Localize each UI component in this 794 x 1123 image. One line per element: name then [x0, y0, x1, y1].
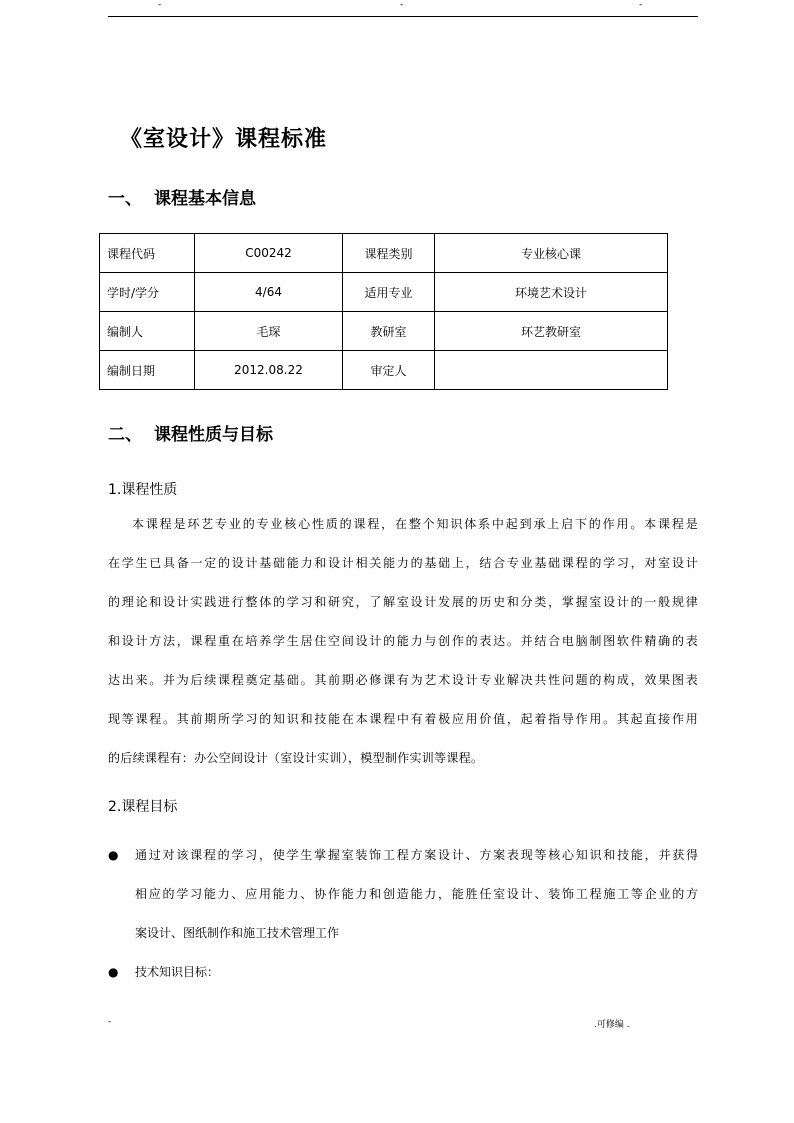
table-cell: 环境艺术设计	[435, 273, 668, 312]
bullet-line: 案设计、图纸制作和施工技术管理工作	[135, 926, 340, 940]
table-cell: 编制人	[100, 312, 195, 351]
paragraph-line: 达出来。并为后续课程奠定基础。其前期必修课有为艺术设计专业解决共性问题的构成，效果图表	[108, 673, 698, 687]
header-mark: -	[639, 0, 643, 10]
document-title: 《室设计》课程标准	[120, 127, 328, 152]
footer-mark: -	[108, 1017, 112, 1027]
section-heading-2	[108, 420, 273, 445]
header-mark: -	[400, 0, 404, 10]
table-cell: 审定人	[343, 351, 435, 390]
table-row	[100, 234, 668, 273]
header-mark: -	[158, 0, 162, 10]
table-cell: 课程代码	[100, 234, 195, 273]
section-number: 一、	[108, 189, 142, 209]
bullet-line: 相应的学习能力、应用能力、协作能力和创造能力，能胜任室设计、装饰工程施工等企业的方	[135, 887, 698, 901]
bullet-icon: ●	[108, 848, 119, 862]
paragraph-line: 在学生已具备一定的设计基础能力和设计相关能力的基础上，结合专业基础课程的学习，对室设计	[108, 556, 698, 570]
table-cell	[435, 351, 668, 390]
table-cell: 专业核心课	[435, 234, 668, 273]
course-info-table	[99, 233, 668, 390]
subheading-course-goals: 2.课程目标	[108, 799, 178, 815]
table-cell: 编制日期	[100, 351, 195, 390]
table-cell: 毛琛	[195, 312, 343, 351]
section-number: 二、	[108, 425, 142, 445]
footer-editable-note: .可修编 .	[594, 1020, 630, 1030]
subheading-course-nature: 1.课程性质	[108, 482, 178, 498]
table-cell: 4/64	[195, 273, 343, 312]
paragraph-line: 的理论和设计实践进行整体的学习和研究，了解室设计发展的历史和分类，掌握室设计的一般规律	[108, 595, 698, 609]
bullet-text	[135, 953, 698, 992]
paragraph-course-nature	[108, 505, 698, 778]
bullet-item	[108, 836, 698, 953]
bullet-line: 技术知识目标：	[135, 965, 220, 979]
table-cell: 教研室	[343, 312, 435, 351]
page-header	[108, 0, 698, 17]
paragraph-line: 的后续课程有：办公空间设计（室设计实训），模型制作实训等课程。	[108, 751, 484, 765]
table-row	[100, 351, 668, 390]
bullet-line: 通过对该课程的学习，使学生掌握室装饰工程方案设计、方案表现等核心知识和技能，并获得	[135, 848, 698, 862]
table-cell: 2012.08.22	[195, 351, 343, 390]
table-cell: C00242	[195, 234, 343, 273]
paragraph-line: 本课程是环艺专业的专业核心性质的课程，在整个知识体系中起到承上启下的作用。本课程是	[132, 517, 698, 531]
table-row	[100, 273, 668, 312]
bullet-icon: ●	[108, 965, 119, 979]
bullet-text	[135, 836, 698, 953]
paragraph-line: 和设计方法，课程重在培养学生居住空间设计的能力与创作的表达。并结合电脑制图软件精确的表	[108, 634, 698, 648]
section-heading-1	[108, 184, 256, 209]
table-cell: 学时/学分	[100, 273, 195, 312]
paragraph-line: 现等课程。其前期所学习的知识和技能在本课程中有着极应用价值，起着指导作用。其起直接作用	[108, 712, 698, 726]
table-cell: 环艺教研室	[435, 312, 668, 351]
section-label: 课程基本信息	[154, 189, 256, 209]
bullet-item	[108, 953, 698, 992]
table-row	[100, 312, 668, 351]
table-cell: 课程类别	[343, 234, 435, 273]
table-cell: 适用专业	[343, 273, 435, 312]
section-label: 课程性质与目标	[154, 425, 273, 445]
